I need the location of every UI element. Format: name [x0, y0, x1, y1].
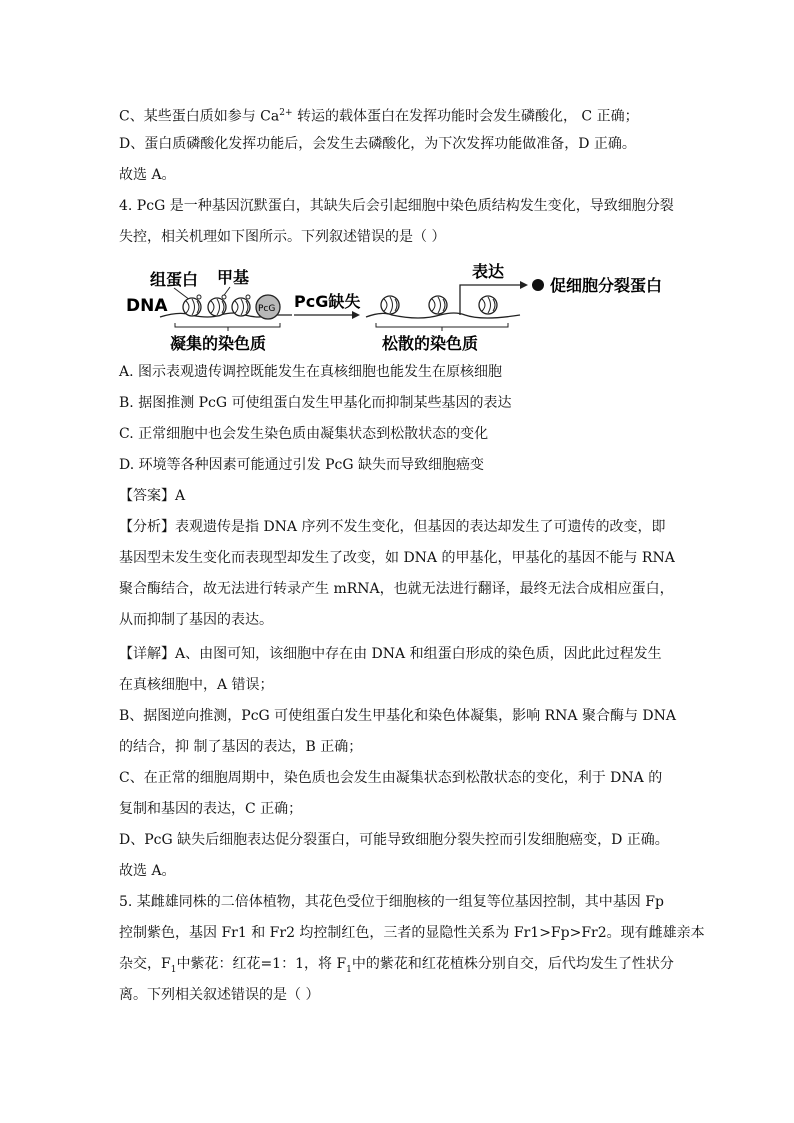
chromatin-diagram — [120, 255, 680, 355]
protein-dot-icon — [532, 279, 544, 291]
bracket — [376, 323, 508, 327]
detail-line: B、据图逆向推测，PcG 可使组蛋白发生甲基化和染色体凝集，影响 RNA 聚合酶与 DNA — [119, 708, 677, 724]
condensed-label: 凝集的染色质 — [170, 334, 267, 353]
leader-line — [174, 288, 190, 300]
histone-label: 组蛋白 — [150, 270, 199, 289]
question-5-line: 离。下列相关叙述错误的是（ ） — [119, 987, 320, 1003]
text-line: C、某些蛋白质如参与 $Ca^{2+}$ 转运的载体蛋白在发挥功能时会发生磷酸化， C 正确； — [119, 108, 639, 125]
protein-label: 促细胞分裂蛋白 — [550, 276, 663, 295]
bracket — [175, 323, 280, 327]
detail-line: 在真核细胞中，A 错误； — [119, 677, 274, 693]
analysis-line: 【分析】表观遗传是指 DNA 序列不发生变化，但基因的表达却发生了可遗传的改变，即 — [119, 519, 666, 535]
option-c: C. 正常细胞中也会发生染色质由凝集状态到松散状态的变化 — [119, 426, 489, 442]
nucleosome-icon — [479, 296, 497, 314]
option-d: D. 环境等各种因素可能通过引发 PcG 缺失而导致细胞癌变 — [119, 457, 484, 473]
text-line: 故选 A。 — [119, 167, 176, 183]
nucleosome-icon — [232, 295, 250, 316]
detail-line: 【详解】A、由图可知，该细胞中存在由 DNA 和组蛋白形成的染色质，因此此过程发生 — [119, 646, 662, 662]
detail-line: 故选 A。 — [119, 863, 176, 879]
detail-line: 的结合，抑 制了基因的表达，B 正确； — [119, 739, 363, 755]
option-b: B. 据图推测 PcG 可使组蛋白发生甲基化而抑制某些基因的表达 — [119, 395, 512, 411]
question-5-line: 控制紫色，基因 Fr1 和 Fr2 均控制红色，三者的显隐性关系为 Fr1>Fp>Fr2。现有雌雄亲本 — [119, 925, 705, 941]
nucleosome-icon — [183, 295, 201, 316]
arrow-head-icon — [352, 311, 360, 319]
analysis-line: 从而抑制了基因的表达。 — [119, 612, 273, 628]
answer-line: 【答案】A — [119, 488, 186, 504]
nucleosome-icon — [381, 296, 399, 314]
question-4-line: 失控，相关机理如下图所示。下列叙述错误的是（ ） — [119, 229, 446, 245]
question-4-line: 4. PcG 是一种基因沉默蛋白，其缺失后会引起细胞中染色质结构发生变化，导致细胞分裂 — [119, 198, 674, 214]
dna-label: DNA — [126, 296, 168, 316]
analysis-line: 基因型未发生变化而表现型却发生了改变，如 DNA 的甲基化，甲基化的基因不能与 RNA — [119, 550, 675, 566]
loose-label: 松散的染色质 — [382, 334, 479, 353]
text-line: D、蛋白质磷酸化发挥功能后，会发生去磷酸化，为下次发挥功能做准备，D 正确。 — [119, 136, 636, 152]
methyl-label: 甲基 — [217, 268, 250, 287]
detail-line: 复制和基因的表达，C 正确； — [119, 801, 303, 817]
pcg-loss-label: PcG缺失 — [294, 292, 361, 311]
express-label: 表达 — [472, 262, 505, 281]
arrow-head-icon — [520, 281, 528, 289]
option-a: A. 图示表观遗传调控既能发生在真核细胞也能发生在原核细胞 — [119, 364, 503, 380]
nucleosome-icon — [429, 296, 447, 314]
question-5-line: 杂交，$F_1$中紫花：红花=1：1，将 $F_1$中的紫花和红花植株分别自交，后代均发生了性状分 — [119, 956, 674, 975]
analysis-line: 聚合酶结合，故无法进行转录产生 mRNA，也就无法进行翻译，最终无法合成相应蛋白， — [119, 581, 674, 597]
detail-line: C、在正常的细胞周期中，染色质也会发生由凝集状态到松散状态的变化，利于 DNA 的 — [119, 770, 663, 786]
detail-line: D、PcG 缺失后细胞表达促分裂蛋白，可能导致细胞分裂失控而引发细胞癌变，D 正确。 — [119, 832, 669, 848]
nucleosome-icon — [208, 295, 226, 316]
question-5-line: 5. 某雌雄同株的二倍体植物，其花色受位于细胞核的一组复等位基因控制，其中基因 Fp — [119, 894, 664, 910]
pcg-label: PcG — [258, 304, 276, 314]
